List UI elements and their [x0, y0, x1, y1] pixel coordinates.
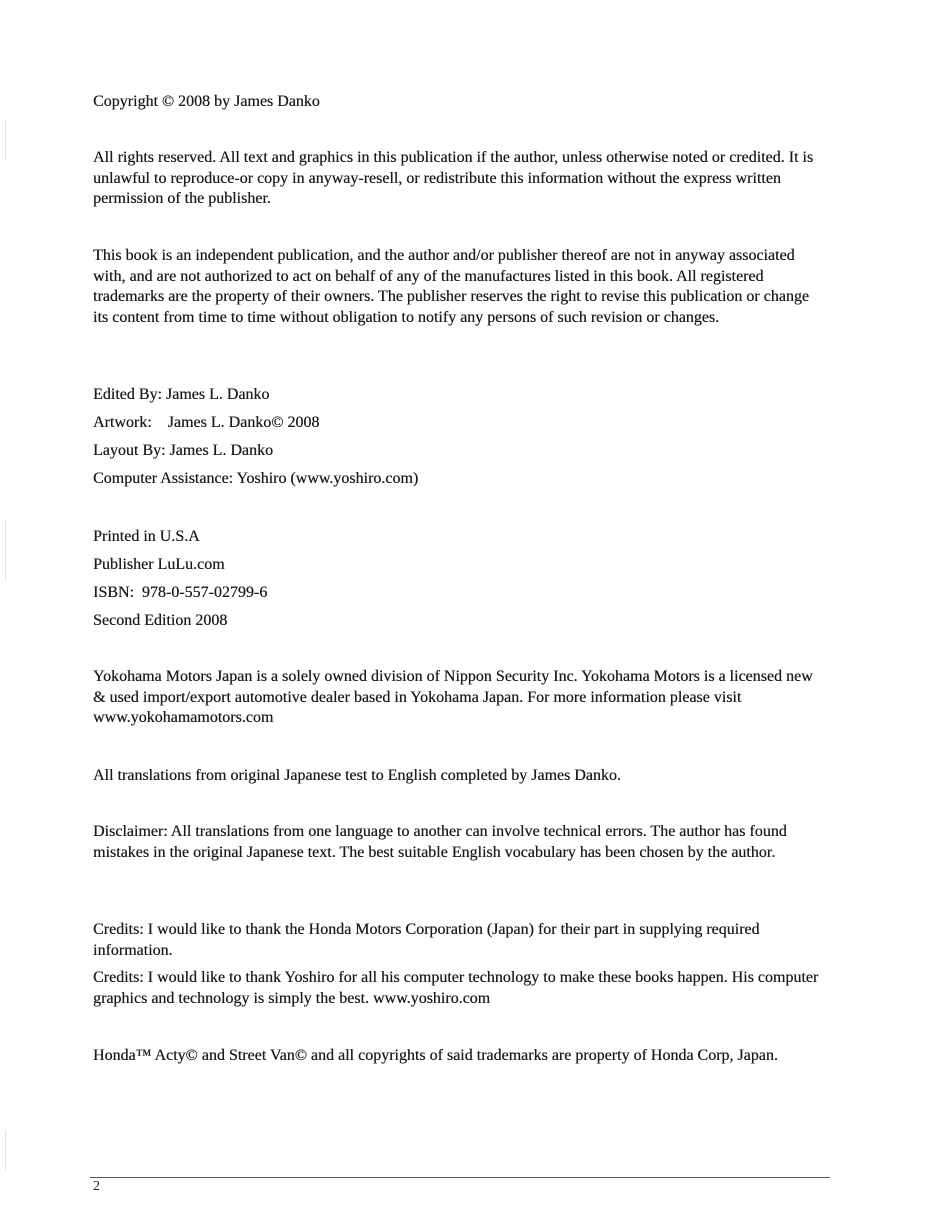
footer-divider — [90, 1177, 830, 1178]
edition: Second Edition 2008 — [93, 612, 228, 629]
contributors-list — [93, 385, 828, 489]
disclaimer-text: Disclaimer: All translations from one language to another can involve technical errors. The author has found mistakes in the original Japanese text. The best suitable English vocabulary has been chosen by the author. — [93, 823, 787, 861]
credits-yoshiro-paragraph — [93, 968, 828, 1009]
copyright-text: Copyright © 2008 by James Danko — [93, 93, 320, 110]
scan-artifact — [5, 520, 6, 580]
edited-by: Edited By: James L. Danko — [93, 386, 270, 403]
rights-paragraph — [93, 148, 828, 210]
computer-assistance: Computer Assistance: Yoshiro (www.yoshiro.com) — [93, 470, 419, 487]
independence-text: This book is an independent publication, and the author and/or publisher thereof are not in anyway associated with, and are not authorized to act on behalf of any of the manufactures listed in this book. All registered trademarks are the property of their owners. The publisher reserves the right to revise this publication or change its content from time to time without obligation to notify any persons of such revision or changes. — [93, 247, 809, 326]
translations-text: All translations from original Japanese test to English completed by James Danko. — [93, 767, 621, 784]
publication-info — [93, 527, 828, 631]
independence-paragraph — [93, 246, 828, 328]
publisher: Publisher LuLu.com — [93, 556, 225, 573]
translations-paragraph — [93, 766, 828, 787]
layout-by: Layout By: James L. Danko — [93, 442, 273, 459]
disclaimer-paragraph — [93, 822, 828, 863]
credits-honda-paragraph — [93, 920, 828, 961]
scan-artifact — [5, 1130, 6, 1170]
credits-yoshiro-text: Credits: I would like to thank Yoshiro for all his computer technology to make these books happen. His computer graphics and technology is simply the best. www.yoshiro.com — [93, 969, 819, 1007]
trademark-paragraph — [93, 1046, 828, 1067]
printed-in: Printed in U.S.A — [93, 528, 200, 545]
isbn: ISBN: 978-0-557-02799-6 — [93, 584, 268, 601]
trademark-text: Honda™ Acty© and Street Van© and all copyrights of said trademarks are property of Honda Corp, Japan. — [93, 1047, 778, 1064]
credits-honda-text: Credits: I would like to thank the Honda Motors Corporation (Japan) for their part in supplying required information. — [93, 921, 760, 959]
rights-text: All rights reserved. All text and graphics in this publication if the author, unless otherwise noted or credited. It is unlawful to reproduce-or copy in anyway-resell, or redistribute this information without the express written permission of the publisher. — [93, 149, 814, 207]
page-number: 2 — [93, 1179, 100, 1194]
yokohama-text: Yokohama Motors Japan is a solely owned division of Nippon Security Inc. Yokohama Motors is a licensed new & used import/export automotive dealer based in Yokohama Japan. For more information please visit www.yokohamamotors.com — [93, 668, 813, 726]
copyright-notice — [93, 92, 828, 113]
scan-artifact — [5, 120, 6, 160]
artwork: Artwork: James L. Danko© 2008 — [93, 414, 320, 431]
yokohama-paragraph — [93, 667, 828, 729]
